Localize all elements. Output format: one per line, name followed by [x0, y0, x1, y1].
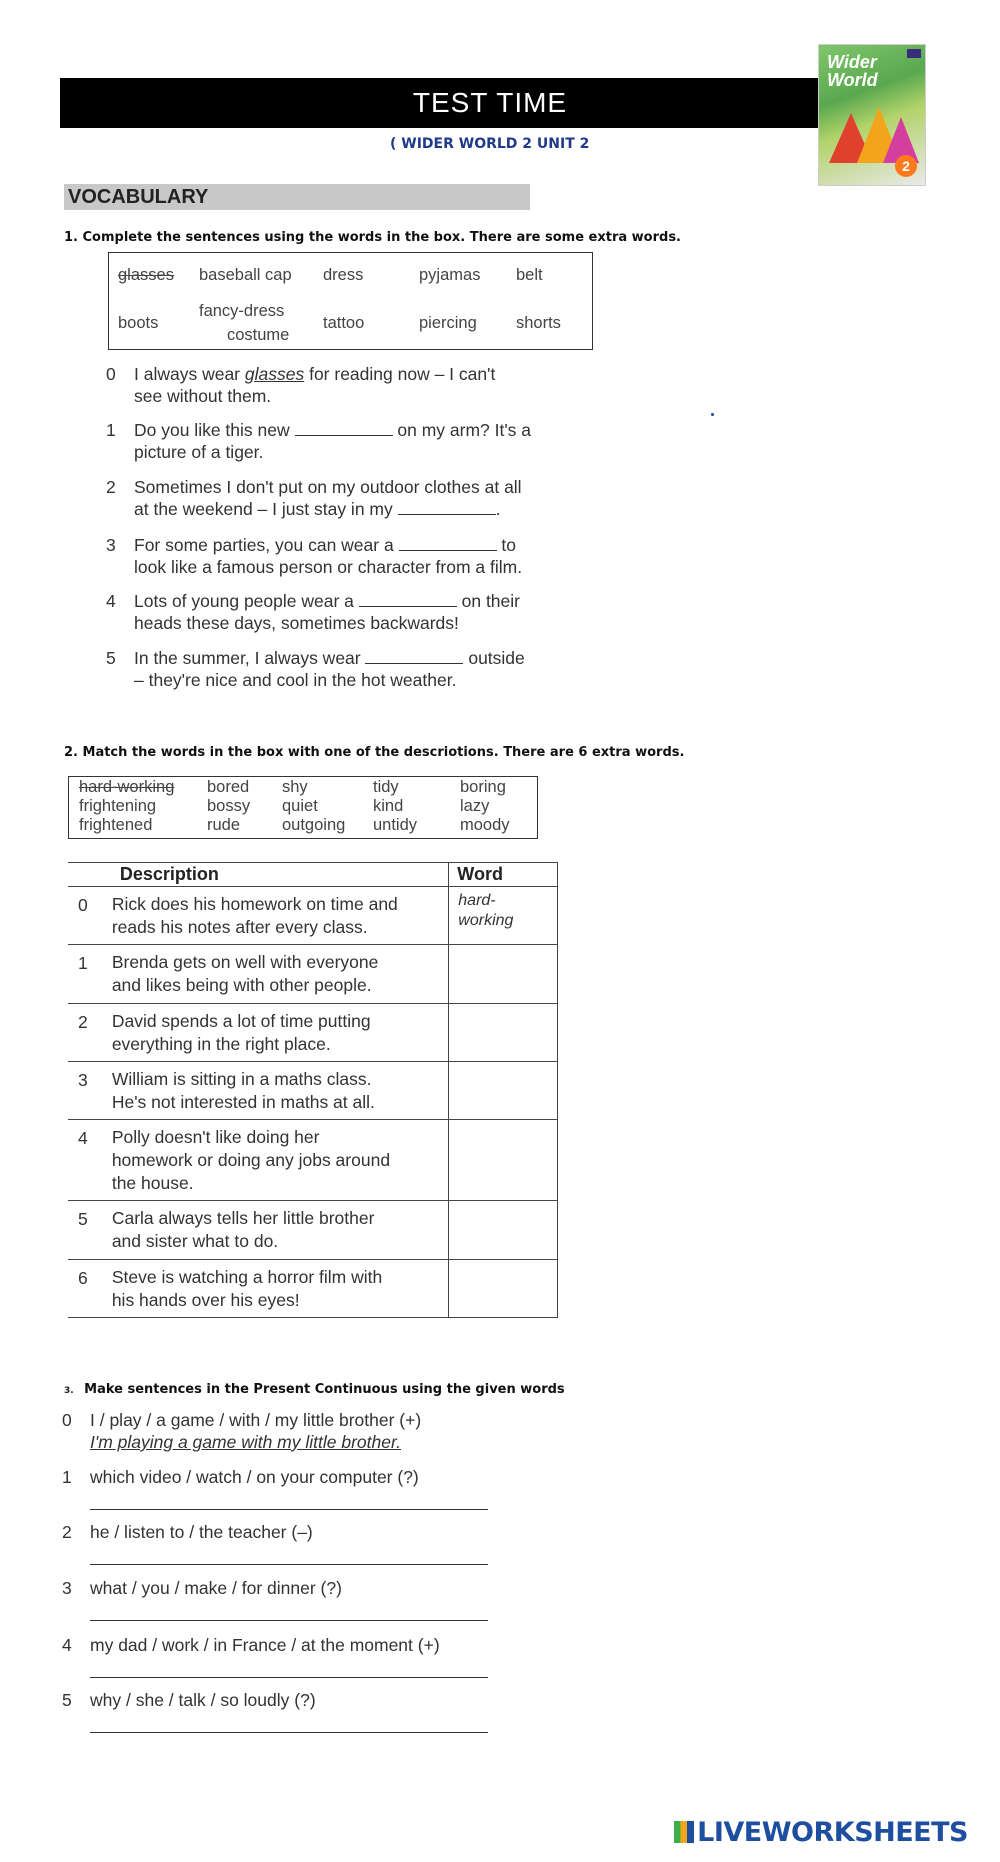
ex3-item: 0 I / play / a game / with / my little brother (+) — [62, 1410, 422, 1430]
ex3-item: 2 he / listen to / the teacher (–) — [62, 1522, 313, 1542]
word-pyjamas: pyjamas — [419, 266, 481, 284]
word-piercing: piercing — [419, 314, 477, 332]
answer-example: glasses — [244, 364, 305, 384]
answer-cell[interactable] — [449, 945, 558, 1004]
cover-title: Wider World — [827, 52, 878, 90]
ex1-instruction: 1. Complete the sentences using the words in the box. There are some extra words. — [64, 230, 681, 245]
ex3-example-answer: I'm playing a game with my little brother. — [90, 1432, 402, 1452]
word-tattoo: tattoo — [323, 314, 365, 332]
table-row: 4 Polly doesn't like doing her homework or doing any jobs around the house. — [68, 1120, 558, 1201]
table-row: 0 Rick does his homework on time and reads his notes after every class. hard- working — [68, 887, 558, 945]
word: tidy — [373, 778, 399, 796]
word: frightening — [79, 797, 157, 815]
word: lazy — [460, 797, 490, 815]
ex3-item: 3 what / you / make / for dinner (?) — [62, 1578, 342, 1598]
answer-blank[interactable] — [398, 498, 496, 515]
word-boots: boots — [118, 314, 159, 332]
word: bored — [207, 778, 250, 796]
word: bossy — [207, 797, 251, 815]
ex2-table — [68, 862, 558, 1318]
answer-blank[interactable] — [295, 419, 393, 436]
answer-line[interactable] — [90, 1732, 488, 1733]
liveworksheets-logo[interactable]: LIVEWORKSHEETS — [674, 1817, 968, 1848]
section-title: VOCABULARY — [68, 186, 209, 208]
ex1-sentence: 4 Lots of young people wear a on their heads these days, sometimes backwards! — [106, 591, 520, 633]
answer-blank[interactable] — [399, 534, 497, 551]
word: rude — [207, 816, 241, 834]
word-dress: dress — [323, 266, 364, 284]
liveworksheets-icon — [674, 1821, 694, 1843]
ex1-sentence: 3 For some parties, you can wear a to look like a famous person or character from a film. — [106, 535, 523, 577]
ex2-instruction: 2. Match the words in the box with one of the descriotions. There are 6 extra words. — [64, 745, 685, 760]
answer-line[interactable] — [90, 1620, 488, 1621]
ex3-item: 1 which video / watch / on your computer (?) — [62, 1467, 419, 1487]
column-header-description: Description — [112, 863, 449, 887]
ex1-sentence: 0 I always wear glasses for reading now – I can't see without them. — [106, 364, 496, 406]
answer-line[interactable] — [90, 1509, 488, 1510]
word-fancy-dress: fancy-dress — [199, 302, 285, 320]
word: shy — [282, 778, 308, 796]
word: quiet — [282, 797, 318, 815]
cover-level-number: 2 — [895, 155, 917, 177]
table-row: 1 Brenda gets on well with everyone and likes being with other people. — [68, 945, 558, 1004]
answer-line[interactable] — [90, 1677, 488, 1678]
word: moody — [460, 816, 510, 834]
ex1-sentence: 1 Do you like this new on my arm? It's a picture of a tiger. — [106, 420, 532, 462]
table-row: 6 Steve is watching a horror film with his hands over his eyes! — [68, 1260, 558, 1318]
ex1-sentence: 2 Sometimes I don't put on my outdoor clothes at all at the weekend – I just stay in my . — [106, 477, 522, 519]
ex3-item: 5 why / she / talk / so loudly (?) — [62, 1690, 316, 1710]
ex3-instruction: 3. Make sentences in the Present Continuous using the given words — [64, 1382, 565, 1397]
answer-line[interactable] — [90, 1564, 488, 1565]
answer-blank[interactable] — [365, 647, 463, 664]
word: untidy — [373, 816, 418, 834]
answer-cell-example: hard- working — [449, 887, 558, 945]
word-belt: belt — [516, 266, 543, 284]
ex3-item: 4 my dad / work / in France / at the moment (+) — [62, 1635, 440, 1655]
word-shorts: shorts — [516, 314, 561, 332]
word: hard-working — [79, 778, 175, 796]
word-costume: costume — [227, 326, 290, 344]
word-glasses: glasses — [118, 266, 174, 284]
page-subtitle: ( WIDER WORLD 2 UNIT 2 — [390, 136, 590, 152]
stray-dot — [711, 413, 714, 416]
ex1-word-box — [108, 252, 593, 350]
answer-cell[interactable] — [449, 1062, 558, 1120]
table-header-row — [68, 863, 558, 887]
table-row: 2 David spends a lot of time putting everything in the right place. — [68, 1004, 558, 1062]
word: boring — [460, 778, 506, 796]
page-title: TEST TIME — [412, 87, 568, 118]
table-row: 3 William is sitting in a maths class. He's not interested in maths at all. — [68, 1062, 558, 1120]
publisher-badge — [907, 49, 921, 58]
word: frightened — [79, 816, 153, 834]
ex1-sentence: 5 In the summer, I always wear outside – they're nice and cool in the hot weather. — [106, 648, 525, 690]
book-cover-image — [818, 44, 926, 186]
answer-blank[interactable] — [359, 590, 457, 607]
column-header-word: Word — [449, 863, 558, 887]
word-baseball-cap: baseball cap — [199, 266, 292, 284]
ex2-word-box — [68, 776, 538, 839]
word: kind — [373, 797, 404, 815]
answer-cell[interactable] — [449, 1201, 558, 1260]
table-row: 5 Carla always tells her little brother and sister what to do. — [68, 1201, 558, 1260]
answer-cell[interactable] — [449, 1260, 558, 1318]
answer-cell[interactable] — [449, 1120, 558, 1201]
word: outgoing — [282, 816, 346, 834]
answer-cell[interactable] — [449, 1004, 558, 1062]
